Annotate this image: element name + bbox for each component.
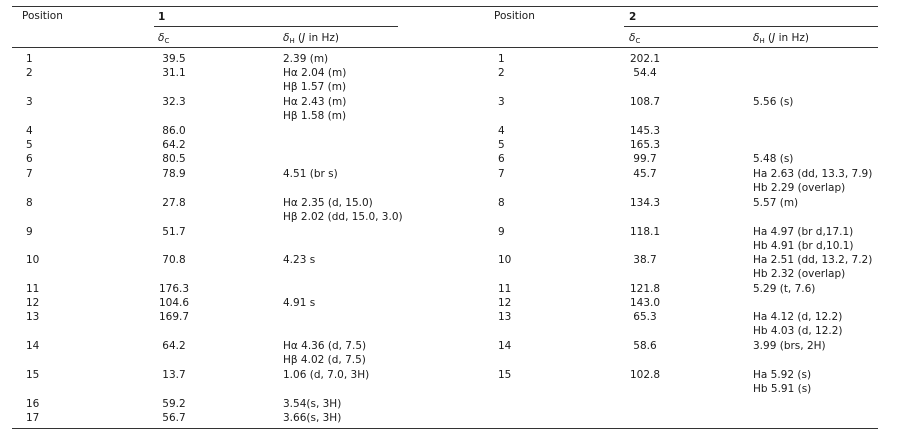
delta-c-cell: 32.3 — [162, 96, 186, 108]
delta-c-cell: 176.3 — [158, 283, 190, 295]
delta-h-cell: 4.91 s — [283, 297, 316, 309]
delta-c-cell: 64.2 — [162, 340, 186, 352]
compound-1-header: 1 — [158, 11, 166, 23]
delta-c-cell: 58.6 — [633, 340, 657, 352]
delta-c-cell: 56.7 — [162, 412, 186, 424]
position-cell: 13 — [498, 311, 512, 323]
delta-c-cell: 143.0 — [629, 297, 661, 309]
delta-c-cell: 165.3 — [629, 139, 661, 151]
delta-c-cell: 169.7 — [158, 311, 190, 323]
delta-h-cell: 1.06 (d, 7.0, 3H) — [283, 369, 370, 381]
delta-h-cell: Hα 4.36 (d, 7.5) — [283, 340, 367, 352]
position-cell: 9 — [26, 226, 33, 238]
position-cell: 8 — [26, 197, 33, 209]
position-cell: 6 — [26, 153, 33, 165]
delta-c-cell: 31.1 — [162, 67, 186, 79]
compound-2-header: 2 — [629, 11, 637, 23]
delta-h-cell: 3.54(s, 3H) — [283, 398, 342, 410]
delta-h-cell: Hβ 2.02 (dd, 15.0, 3.0) — [283, 211, 403, 223]
delta-h-cell: Hb 2.29 (overlap) — [753, 182, 846, 194]
delta-h-cell: Hβ 4.02 (d, 7.5) — [283, 354, 366, 366]
position-cell: 12 — [26, 297, 40, 309]
delta-c-cell: 80.5 — [162, 153, 186, 165]
position-cell: 7 — [26, 168, 33, 180]
delta-h-cell: Hβ 1.57 (m) — [283, 81, 347, 93]
delta-h-cell: 3.66(s, 3H) — [283, 412, 342, 424]
delta-c-cell: 70.8 — [162, 254, 186, 266]
delta-h-cell: Ha 2.63 (dd, 13.3, 7.9) — [753, 168, 873, 180]
delta-c-header-right: $\delta_C$ — [629, 32, 641, 45]
position-cell: 9 — [498, 226, 505, 238]
delta-c-cell: 64.2 — [162, 139, 186, 151]
position-cell: 2 — [26, 67, 33, 79]
delta-c-header-left: $\delta_C$ — [158, 32, 170, 45]
position-cell: 13 — [26, 311, 40, 323]
delta-h-cell: Hb 4.91 (br d,10.1) — [753, 240, 854, 252]
delta-h-cell: Hα 2.43 (m) — [283, 96, 347, 108]
delta-h-cell: Hα 2.35 (d, 15.0) — [283, 197, 373, 209]
delta-h-cell: 2.39 (m) — [283, 53, 329, 65]
delta-h-cell: Ha 5.92 (s) — [753, 369, 812, 381]
position-cell: 8 — [498, 197, 505, 209]
delta-h-header-right: $\delta_H$ (J in Hz) — [753, 32, 810, 45]
delta-c-cell: 54.4 — [633, 67, 657, 79]
position-cell: 15 — [26, 369, 40, 381]
position-cell: 3 — [498, 96, 505, 108]
position-cell: 4 — [26, 125, 33, 137]
position-cell: 5 — [498, 139, 505, 151]
delta-c-cell: 45.7 — [633, 168, 657, 180]
position-cell: 3 — [26, 96, 33, 108]
delta-c-cell: 99.7 — [633, 153, 657, 165]
delta-h-cell: 5.56 (s) — [753, 96, 794, 108]
position-cell: 17 — [26, 412, 40, 424]
delta-h-cell: Hb 5.91 (s) — [753, 383, 812, 395]
delta-h-cell: 3.99 (brs, 2H) — [753, 340, 826, 352]
delta-c-cell: 86.0 — [162, 125, 186, 137]
position-cell: 12 — [498, 297, 512, 309]
position-cell: 10 — [26, 254, 40, 266]
position-cell: 10 — [498, 254, 512, 266]
position-cell: 15 — [498, 369, 512, 381]
position-cell: 7 — [498, 168, 505, 180]
table-bottom-rule — [12, 428, 878, 429]
delta-h-cell: Hb 4.03 (d, 12.2) — [753, 325, 843, 337]
delta-c-cell: 121.8 — [629, 283, 661, 295]
delta-c-cell: 202.1 — [629, 53, 661, 65]
position-cell: 14 — [26, 340, 40, 352]
position-header-left: Position — [22, 10, 63, 22]
delta-h-cell: Ha 4.12 (d, 12.2) — [753, 311, 843, 323]
position-cell: 11 — [26, 283, 40, 295]
delta-c-cell: 51.7 — [162, 226, 186, 238]
position-cell: 5 — [26, 139, 33, 151]
delta-h-cell: 5.57 (m) — [753, 197, 799, 209]
position-cell: 14 — [498, 340, 512, 352]
compound-2-underline — [624, 26, 878, 27]
position-cell: 6 — [498, 153, 505, 165]
delta-h-cell: 5.48 (s) — [753, 153, 794, 165]
delta-c-cell: 65.3 — [633, 311, 657, 323]
position-cell: 16 — [26, 398, 40, 410]
position-cell: 2 — [498, 67, 505, 79]
delta-c-cell: 108.7 — [629, 96, 661, 108]
delta-c-cell: 78.9 — [162, 168, 186, 180]
delta-h-cell: Ha 4.97 (br d,17.1) — [753, 226, 854, 238]
delta-c-cell: 59.2 — [162, 398, 186, 410]
delta-c-cell: 145.3 — [629, 125, 661, 137]
compound-1-underline — [154, 26, 398, 27]
delta-c-cell: 39.5 — [162, 53, 186, 65]
delta-h-cell: 4.23 s — [283, 254, 316, 266]
delta-c-cell: 104.6 — [158, 297, 190, 309]
delta-h-header-left: $\delta_H$ (J in Hz) — [283, 32, 340, 45]
delta-h-cell: 4.51 (br s) — [283, 168, 338, 180]
delta-h-cell: Ha 2.51 (dd, 13.2, 7.2) — [753, 254, 873, 266]
header-bottom-rule — [12, 47, 878, 48]
position-cell: 1 — [498, 53, 505, 65]
delta-h-cell: Hβ 1.58 (m) — [283, 110, 347, 122]
position-cell: 4 — [498, 125, 505, 137]
delta-h-cell: 5.29 (t, 7.6) — [753, 283, 816, 295]
delta-c-cell: 118.1 — [629, 226, 661, 238]
delta-c-cell: 102.8 — [629, 369, 661, 381]
delta-h-cell: Hα 2.04 (m) — [283, 67, 347, 79]
delta-c-cell: 13.7 — [162, 369, 186, 381]
delta-c-cell: 27.8 — [162, 197, 186, 209]
table-top-rule — [12, 6, 878, 7]
delta-c-cell: 38.7 — [633, 254, 657, 266]
position-header-right: Position — [494, 10, 535, 22]
position-cell: 1 — [26, 53, 33, 65]
delta-h-cell: Hb 2.32 (overlap) — [753, 268, 846, 280]
position-cell: 11 — [498, 283, 512, 295]
delta-c-cell: 134.3 — [629, 197, 661, 209]
